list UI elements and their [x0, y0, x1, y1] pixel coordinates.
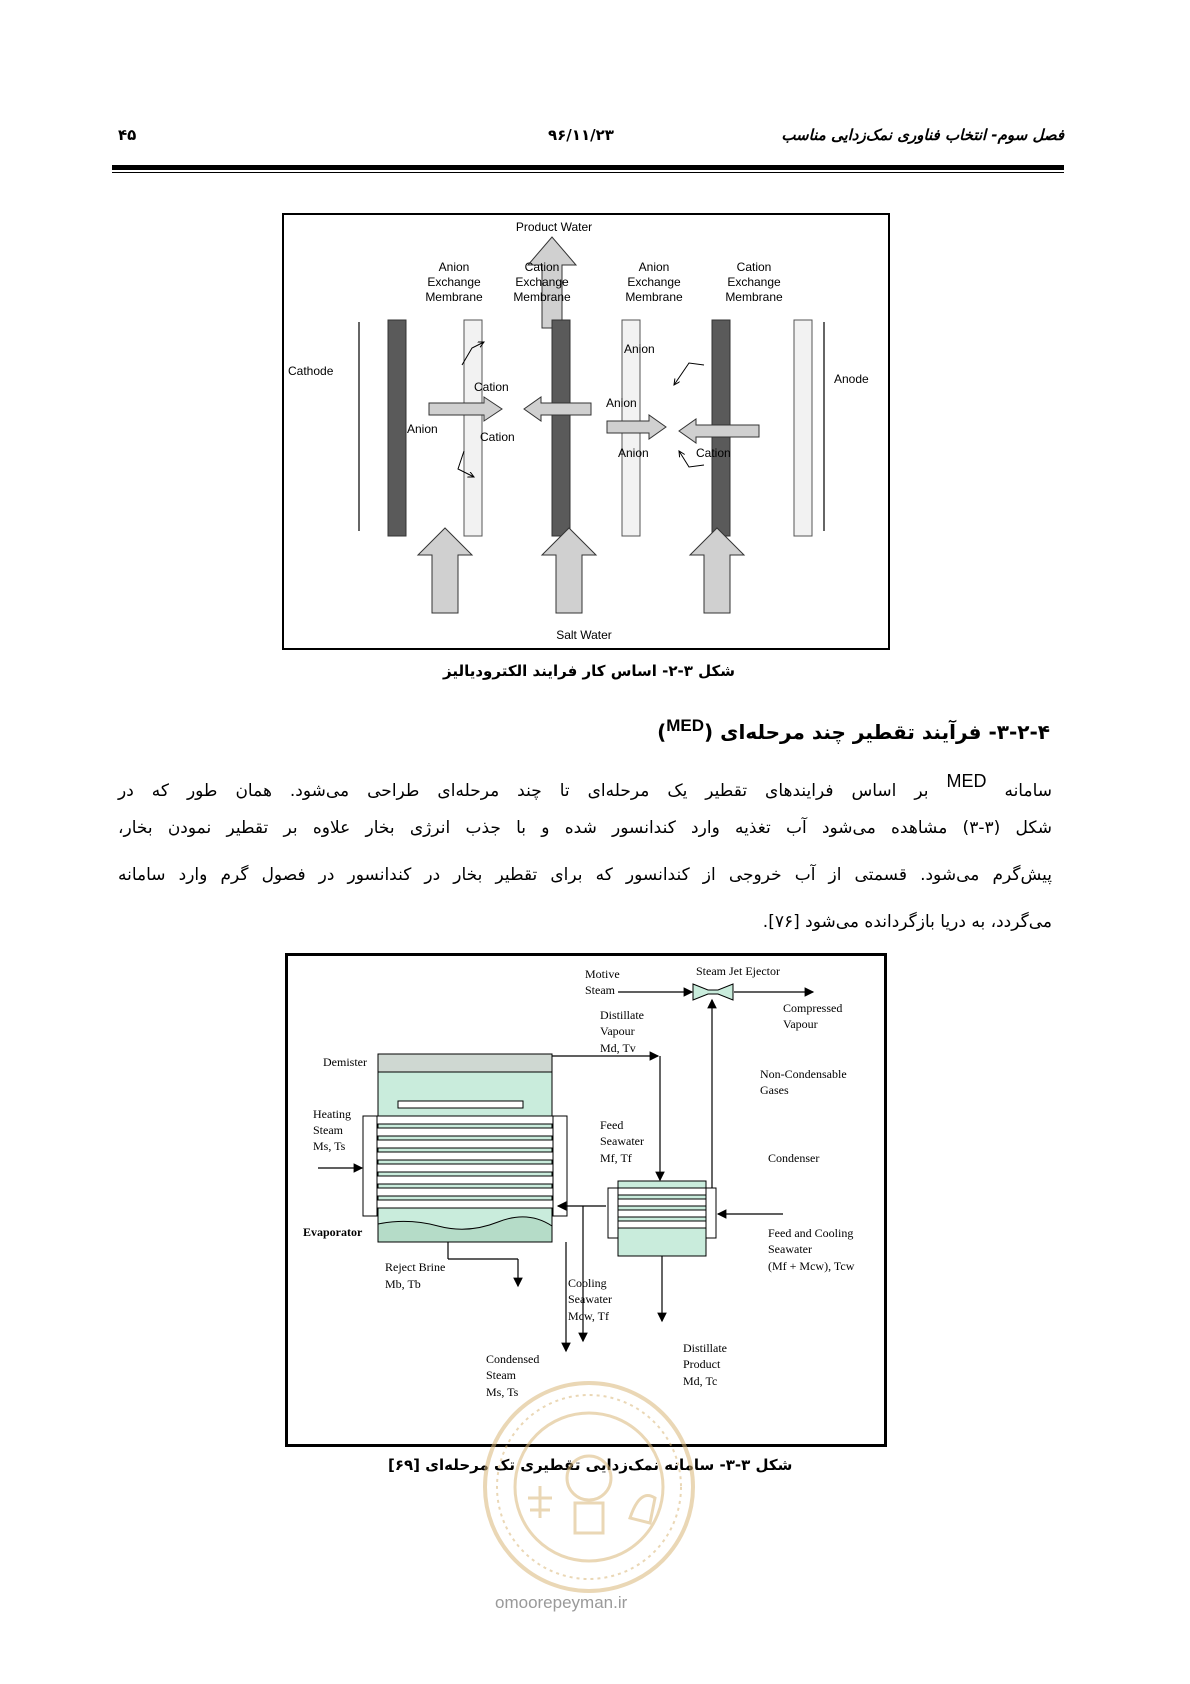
ion-label-anion-3: Anion	[606, 396, 637, 410]
ion-label-anion-4: Anion	[618, 446, 649, 460]
spray-header	[398, 1101, 523, 1108]
ion-label-cation-1: Cation	[474, 380, 509, 394]
condensed-steam-label: Condensed Steam Ms, Ts	[486, 1352, 540, 1399]
figure1-caption: شکل ۳-۲- اساس کار فرایند الکترودیالیز	[443, 662, 736, 680]
non-condensable-label: Non-Condensable Gases	[760, 1067, 847, 1097]
salt-water-arrow-3	[690, 528, 744, 613]
distillate-product-label: Distillate Product Md, Tc	[683, 1341, 727, 1388]
paragraph-line-3: پیش‌گرم می‌شود. قسمتی از آب خروجی از کندانسور که برای تقطیر بخار در کندانسور در فصول گرم وارد سامانه	[118, 865, 1052, 885]
cooling-seawater-label: Cooling Seawater Mcw, Tf	[568, 1276, 612, 1323]
electrodialysis-diagram	[284, 215, 888, 648]
anode-label: Anode	[834, 372, 869, 386]
electrodialysis-figure	[282, 213, 890, 650]
med-process-figure	[285, 953, 887, 1447]
product-water-label: Product Water	[515, 220, 593, 234]
steam-jet-ejector-label: Steam Jet Ejector	[696, 964, 780, 978]
omoorepeyman-seal	[480, 1378, 698, 1596]
paragraph-line-2: شکل (۳-۳) مشاهده می‌شود آب تغذیه وارد کندانسور شده و با جذب انرژی بخار علاوه بر تقطیر نمودن بخار،	[118, 818, 1052, 838]
membrane-light-3	[794, 320, 812, 536]
header-rule-thick	[112, 165, 1064, 170]
cathode-label: Cathode	[288, 364, 334, 378]
steam-jet-ejector	[693, 984, 733, 1000]
distillate-vapour-label: Distillate Vapour Md, Tv	[600, 1008, 644, 1055]
figure2-caption: شکل ۳-۳- سامانه نمک‌زدایی تقطیری تک مرحله‌ای [۶۹]	[388, 1456, 793, 1474]
membrane-light-1	[464, 320, 482, 536]
med-process-diagram	[288, 956, 884, 1444]
reject-brine-label: Reject Brine Mb, Tb	[385, 1260, 446, 1291]
demister-label: Demister	[323, 1055, 367, 1069]
membrane-headers	[425, 260, 783, 304]
demister	[378, 1054, 552, 1072]
membrane-label-2: Cation Exchange Membrane	[513, 260, 571, 304]
deflect-arrow-3	[674, 363, 704, 385]
heating-steam-label: Heating Steam Ms, Ts	[313, 1107, 351, 1153]
motive-steam-label: Motive Steam	[585, 967, 620, 997]
feed-cooling-label: Feed and Cooling Seawater (Mf + Mcw), Tcw	[768, 1226, 855, 1273]
ion-label-cation-3: Cation	[696, 446, 731, 460]
header-date: ۹۶/۱۱/۲۳	[548, 126, 614, 144]
chapter-title: فصل سوم- انتخاب فناوری نمک‌زدایی مناسب	[781, 126, 1064, 144]
membrane-label-3: Anion Exchange Membrane	[625, 260, 683, 304]
watermark-url: omoorepeyman.ir	[495, 1593, 628, 1612]
feed-seawater-label: Feed Seawater Mf, Tf	[600, 1118, 644, 1165]
section-heading-med: MED	[666, 716, 705, 735]
condenser-label: Condenser	[768, 1151, 820, 1165]
page-number: ۴۵	[118, 126, 137, 144]
med-superscript: MED	[946, 771, 987, 791]
salt-water-arrow-2	[542, 528, 596, 613]
paragraph-line-4: می‌گردد، به دریا بازگردانده می‌شود [۷۶].	[762, 912, 1052, 932]
ion-label-cation-2: Cation	[480, 430, 515, 444]
paragraph-line-1: سامانه MED بر اساس فرایندهای تقطیر یک مرحله‌ای تا چند مرحله‌ای طراحی می‌شود. همان طور که در	[118, 771, 1053, 801]
membrane-label-1: Anion Exchange Membrane	[425, 260, 483, 304]
header-rule-thin	[112, 172, 1064, 173]
salt-water-arrow-1	[418, 528, 472, 613]
section-heading: ۳-۲-۴- فرآیند تقطیر چند مرحله‌ای ($^{MED}$)	[657, 716, 1050, 744]
ion-label-anion-2: Anion	[624, 342, 655, 356]
salt-water-label: Salt Water	[556, 628, 612, 642]
ion-label-anion-1: Anion	[407, 422, 438, 436]
evaporator-label: Evaporator	[303, 1225, 363, 1239]
membrane-label-4: Cation Exchange Membrane	[725, 260, 783, 304]
compressed-vapour-label: Compressed Vapour	[783, 1001, 843, 1031]
membrane-dark-2	[552, 320, 570, 536]
membrane-dark-1	[388, 320, 406, 536]
